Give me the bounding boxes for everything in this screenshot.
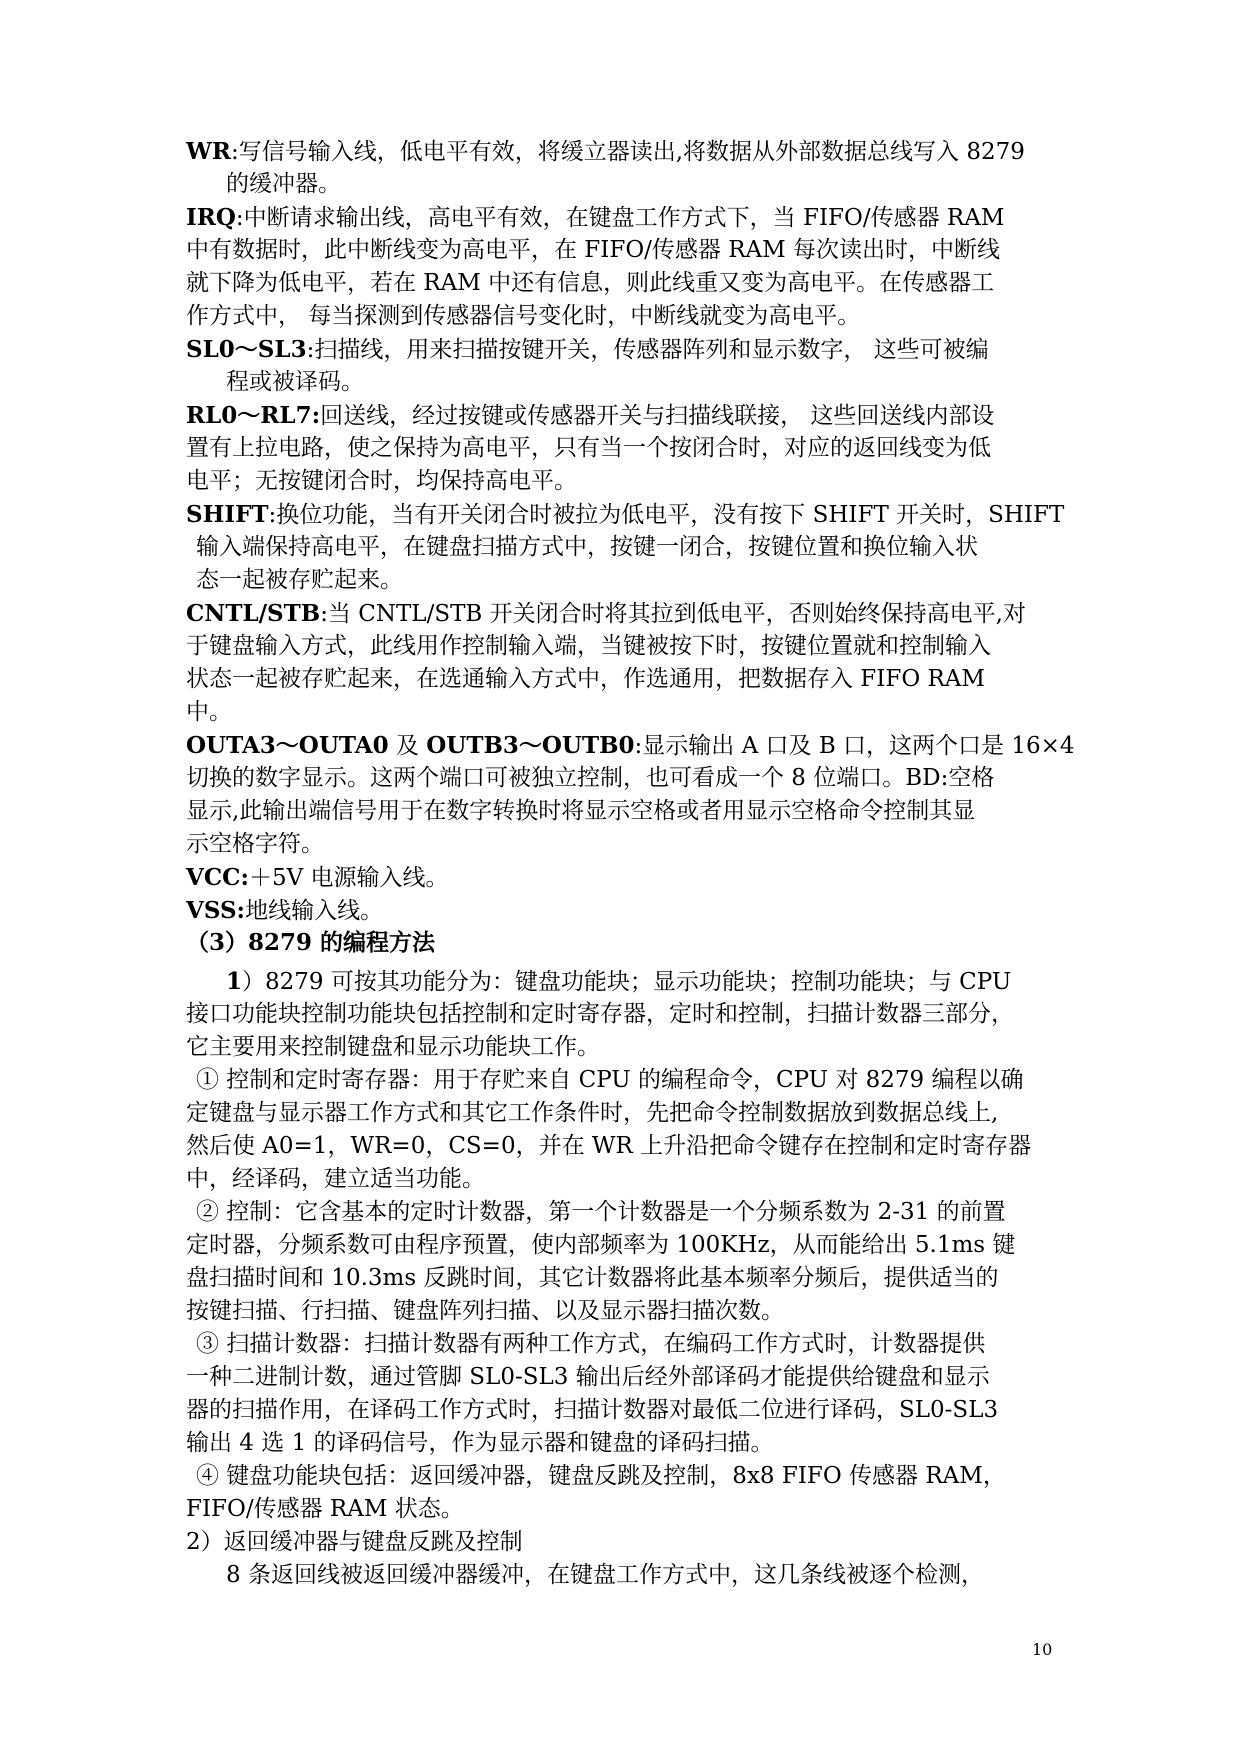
bold-term: RL0～RL7: [186,402,321,429]
text-line [186,1460,1086,1493]
text-line [186,1493,1086,1526]
line-text: :中断请求输出线，高电平有效，在键盘工作方式下，当 FIFO/传感器 RAM [235,205,1005,231]
text-line [186,1295,1086,1328]
line-text: 定时器，分频系数可由程序预置，使内部频率为 100KHz，从而能给出 5.1ms 键 [186,1232,1016,1258]
text-line [186,1394,1086,1427]
text-line [186,234,1086,267]
bold-term: OUTB3～OUTB0 [426,732,635,759]
line-text: ③ 扫描计数器：扫描计数器有两种工作方式，在编码工作方式时，计数器提供 [196,1331,986,1357]
text-line [186,1130,1086,1163]
line-text: 示空格字符。 [186,831,324,857]
text-line [186,1163,1086,1196]
page-number: 10 [1032,1640,1053,1659]
section-heading: （3）8279 的编程方法 [186,929,436,956]
line-text: 输出 4 选 1 的译码信号，作为显示器和键盘的译码扫描。 [186,1430,774,1456]
line-text: 2）返回缓冲器与键盘反跳及控制 [186,1529,523,1555]
line-text: 的缓冲器。 [226,171,341,197]
line-text: 及 [388,733,427,759]
text-line [186,998,1086,1031]
text-line [186,597,1086,630]
text-line [186,300,1086,333]
text-line [186,894,1086,927]
line-text: 作方式中， 每当探测到传感器信号变化时，中断线就变为高电平。 [186,303,861,329]
text-line [186,1064,1086,1097]
line-text: FIFO/传感器 RAM 状态。 [186,1496,464,1522]
bold-term: VSS: [186,897,246,924]
bold-term: OUTA3～OUTA0 [186,732,389,759]
pin-description-text [186,135,1086,927]
bold-term: WR [186,138,231,165]
text-line [186,663,1086,696]
line-text: :换位功能，当有开关闭合时被拉为低电平，没有按下 SHIFT 开关时，SHIFT [268,502,1065,528]
text-line [186,795,1086,828]
line-text: 状态一起被存贮起来，在选通输入方式中，作选通用，把数据存入 FIFO RAM [186,666,985,692]
text-line [186,828,1086,861]
line-text: ④ 键盘功能块包括：返回缓冲器，键盘反跳及控制，8x8 FIFO 传感器 RAM， [196,1463,1006,1489]
line-text: 它主要用来控制键盘和显示功能块工作。 [186,1034,600,1060]
bold-term: IRQ [186,204,236,231]
line-text: 中有数据时，此中断线变为高电平，在 FIFO/传感器 RAM 每次读出时，中断线 [186,237,1001,263]
line-text: :显示输出 A 口及 B 口，这两个口是 16×4 [634,733,1075,759]
line-text: :扫描线，用来扫描按键开关，传感器阵列和显示数字， 这些可被编 [306,337,989,363]
line-text: 按键扫描、行扫描、键盘阵列扫描、以及显示器扫描次数。 [186,1298,784,1324]
line-text: 接口功能块控制功能块包括控制和定时寄存器，定时和控制，扫描计数器三部分， [186,1001,1014,1027]
line-text: ① 控制和定时寄存器：用于存贮来自 CPU 的编程命令，CPU 对 8279 编程以确 [196,1067,1024,1093]
line-text: ）8279 可按其功能分为：键盘功能块；显示功能块；控制功能块；与 CPU [242,969,1012,995]
text-line [186,135,1086,168]
text-line [186,399,1086,432]
text-line [186,630,1086,663]
line-text: :写信号输入线，低电平有效，将缓立器读出,将数据从外部数据总线写入 8279 [230,139,1025,165]
text-line [186,333,1086,366]
bold-term: CNTL/STB [186,600,321,627]
text-line [186,1526,1086,1559]
bold-term: VCC: [186,864,249,891]
text-line [186,1262,1086,1295]
line-text: 定键盘与显示器工作方式和其它工作条件时，先把命令控制数据放到数据总线上, [186,1100,999,1126]
text-line [186,465,1086,498]
line-text: 于键盘输入方式，此线用作控制输入端，当键被按下时，按键位置就和控制输入 [186,633,991,659]
text-line [186,531,1086,564]
line-text: 盘扫描时间和 10.3ms 反跳时间，其它计数器将此基本频率分频后，提供适当的 [186,1265,999,1291]
line-text: 中。 [186,699,232,725]
text-line [186,1328,1086,1361]
line-text: 回送线，经过按键或传感器开关与扫描线联接， 这些回送线内部设 [320,403,995,429]
text-line [186,1031,1086,1064]
line-text: 显示,此输出端信号用于在数字转换时将显示空格或者用显示空格命令控制其显 [186,798,976,824]
line-text: 置有上拉电路，使之保持为高电平，只有当一个按闭合时，对应的返回线变为低 [186,435,991,461]
line-text: 就下降为低电平，若在 RAM 中还有信息，则此线重又变为高电平。在传感器工 [186,270,995,296]
text-line [186,267,1086,300]
text-line [186,861,1086,894]
line-text: :当 CNTL/STB 开关闭合时将其拉到低电平，否则始终保持高电平,对 [320,601,1026,627]
line-text: 程或被译码。 [226,369,364,395]
text-line [186,498,1086,531]
bold-term: SL0～SL3 [186,336,307,363]
text-line [186,729,1086,762]
line-text: 电平；无按键闭合时，均保持高电平。 [186,468,577,494]
text-line [186,1196,1086,1229]
line-text: 切换的数字显示。这两个端口可被独立控制，也可看成一个 8 位端口。BD:空格 [186,765,995,791]
text-line [186,965,1086,998]
programming-method-text [186,965,1086,1592]
text-line [186,762,1086,795]
line-text: 地线输入线。 [245,898,384,924]
text-line [186,564,1086,597]
text-line [186,366,1086,399]
line-text: 中，经译码，建立适当功能。 [186,1166,485,1192]
text-line [186,168,1086,201]
line-text: 8 条返回线被返回缓冲器缓冲，在键盘工作方式中，这几条线被逐个检测， [226,1562,984,1588]
line-text: 一种二进制计数，通过管脚 SL0-SL3 输出后经外部译码才能提供给键盘和显示 [186,1364,990,1390]
text-line [186,1229,1086,1262]
line-text: 态一起被存贮起来。 [196,567,403,593]
text-line [186,1559,1086,1592]
line-text: 然后使 A0=1，WR=0，CS=0，并在 WR 上升沿把命令键存在控制和定时寄存器 [186,1133,1032,1159]
line-text: ② 控制：它含基本的定时计数器，第一个计数器是一个分频系数为 2-31 的前置 [196,1199,1006,1225]
bold-term: SHIFT [186,501,269,528]
text-line [186,1097,1086,1130]
text-line [186,1427,1086,1460]
bold-term: 1 [226,968,243,995]
text-line [186,201,1086,234]
line-text: ＋5V 电源输入线。 [248,865,449,891]
text-line [186,432,1086,465]
line-text: 器的扫描作用，在译码工作方式时，扫描计数器对最低二位进行译码，SL0-SL3 [186,1397,999,1423]
text-line [186,1361,1086,1394]
line-text: 输入端保持高电平，在键盘扫描方式中，按键一闭合，按键位置和换位输入状 [196,534,978,560]
text-line [186,696,1086,729]
